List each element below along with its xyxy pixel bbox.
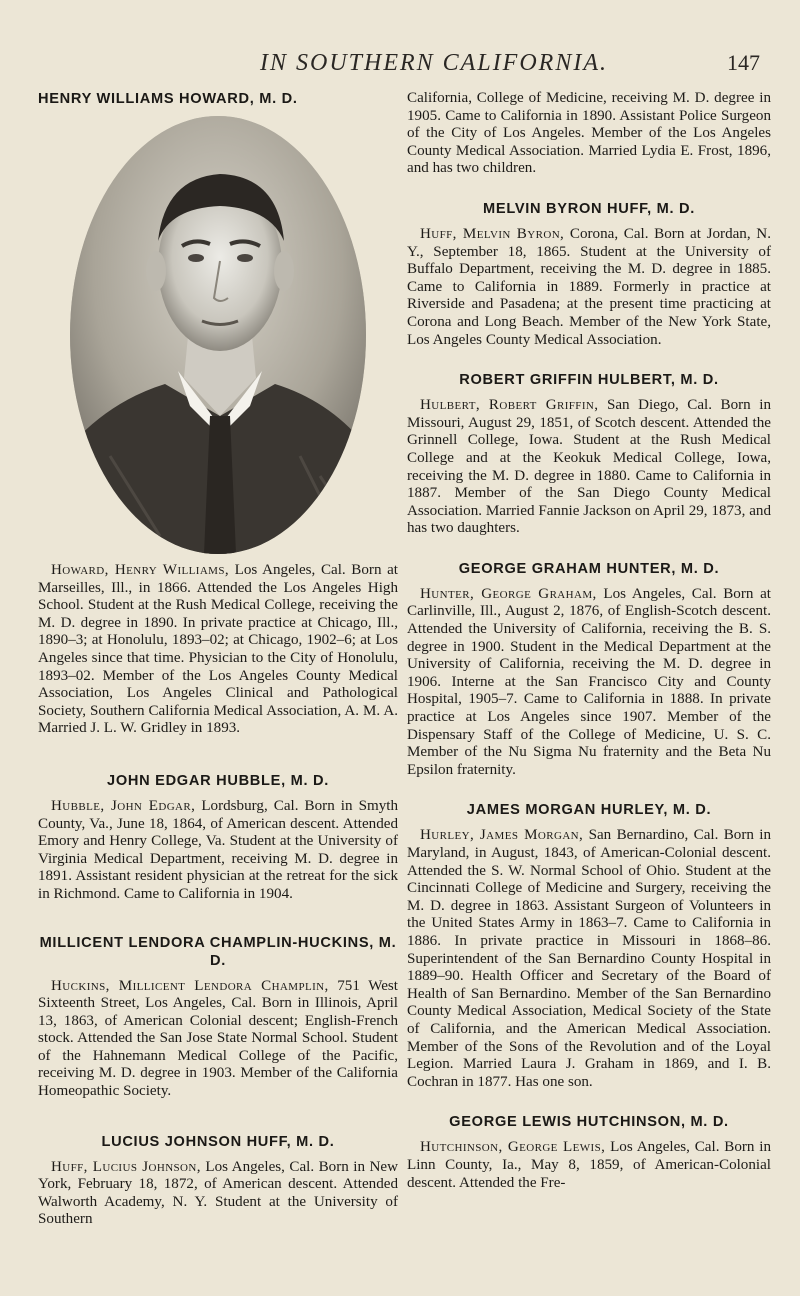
running-head — [0, 50, 800, 80]
entry-body: California, College of Medicine, receiving M. D. degree in 1905. Came to California in 1890. Assistant Police Surgeon of the City of Los Angeles. Member of the Los Angeles County Medical Association. Married Lydia E. Frost, 1896, and has two children. — [407, 90, 771, 177]
page-number: 147 — [727, 50, 760, 75]
entry-heading: ROBERT GRIFFIN HULBERT, M. D. — [459, 372, 719, 389]
biography-entry — [407, 560, 771, 780]
entry-body: Lordsburg, Cal. Born in Smyth County, Va., June 18, 1864, of American descent. Attended Emory and Henry College, Va. Student at the University of Virginia Medical Department, receiving M. D. degree in 1891. Assistant resident physician at the retreat for the sick in Richmond. Came to California in 1904. — [38, 797, 398, 902]
entry-name: Hunter, George Graham, — [420, 585, 597, 602]
portrait-image — [70, 116, 366, 554]
entry-body: Los Angeles, Cal. Born at Carlinville, Ill., August 2, 1876, of English-Scotch descent. Attended the University of California, receiving the B. S. degree in 1900. Student in the Medical Department at the University of California, receiving the M. D. degree in 1906. Interne at the San Francisco City and County Hospital, 1905–7. Came to California in 1888. In private practice at Los Angeles since 1907. Member of the Dispensary Staff of the College of Medicine, U. S. C. Member of the Nu Sigma Nu fraternity and the Beta Nu Epsilon fraternity. — [407, 585, 771, 778]
entry-name: Huckins, Millicent Lendora Champlin, — [51, 977, 329, 994]
entry-heading: HENRY WILLIAMS HOWARD, M. D. — [38, 91, 298, 107]
entry-text — [407, 226, 771, 349]
biography-entry — [407, 801, 771, 1091]
entry-text — [38, 562, 398, 738]
entry-text — [407, 827, 771, 1091]
entry-heading: MILLICENT LENDORA CHAMPLIN-HUCKINS, M. D. — [39, 934, 397, 969]
entry-text — [407, 397, 771, 538]
entry-text — [407, 1139, 771, 1192]
entry-heading: JOHN EDGAR HUBBLE, M. D. — [107, 772, 329, 789]
entry-body: San Diego, Cal. Born in Missouri, August 29, 1851, of Scotch descent. Attended the Grinnell College, Iowa. Student at the Rush Medical College and at the Keokuk Medical College, Iowa, receiving the M. D. degree in 1880. Came to California in 1887. Member of the San Diego County Medical Association. Married Fannie Jackson on April 29, 1873, and has two daughters. — [407, 397, 771, 537]
biography-entry — [407, 1113, 771, 1192]
biography-entry — [407, 371, 771, 538]
entry-body: Los Angeles, Cal. Born at Marseilles, Ill., in 1866. Attended the Los Angeles High School. Student at the Rush Medical College, receiving the M. D. degree in 1890. In private practice at Chicago, Ill., 1890–3; at Honolulu, 1893–02; at Chicago, 1902–6; at Los Angeles since that time. Physician to the City of Honolulu, 1893–02. Member of the Los Angeles County Medical Association, Los Angeles Clinical and Pathological Society, Southern California Medical Association, A. M. A. Married J. L. W. Gridley in 1893. — [38, 562, 398, 737]
biography-entry — [407, 200, 771, 349]
entry-text — [407, 586, 771, 780]
biography-entry-continued — [407, 90, 771, 178]
entry-body: Corona, Cal. Born at Jordan, N. Y., September 18, 1865. Student at the University of Buffalo Department, receiving the M. D. degree in 1885. Came to California in 1889. Formerly in practice at Riverside and Pasadena; at the present time practicing at Corona and Long Beach. Member of the New York State, Los Angeles County Medical Association. — [407, 225, 771, 348]
entry-body: San Bernardino, Cal. Born in Maryland, in August, 1843, of American-Colonial descent. Attended the S. W. Normal School of Ohio. Student at the Cincinnati College of Medicine and Surgery, receiving the M. D. degree in 1863. Assistant Surgeon of Volunteers in the United States Army in 1863–7. Came to California in 1886. In private practice in Missouri in 1868–86. Superintendent of the San Bernardino County Hospital in 1889–90. Health Officer and Secretary of the Board of Health of San Bernardino. Member of the San Bernardino County Medical Association, Medical Society of the State of California, and the American Medical Association. Member of the Sons of the Revolution and of the Loyal Legion. Married Laura J. Graham in 1869, and I. B. Cochran in 1877. Has one son. — [407, 827, 772, 1090]
left-column — [38, 90, 398, 1229]
entry-name: Hurley, James Morgan, — [420, 827, 584, 844]
biography-entry — [38, 772, 398, 904]
right-column — [407, 90, 771, 1192]
entry-heading: GEORGE GRAHAM HUNTER, M. D. — [458, 560, 720, 577]
portrait-photo — [70, 116, 366, 554]
entry-text — [38, 798, 398, 904]
entry-heading: MELVIN BYRON HUFF, M. D. — [483, 200, 695, 217]
entry-text — [38, 1159, 398, 1229]
entry-text — [38, 978, 398, 1101]
entry-name: Howard, Henry Williams, — [51, 562, 230, 578]
entry-name: Huff, Lucius Johnson, — [51, 1158, 201, 1175]
entry-heading: LUCIUS JOHNSON HUFF, M. D. — [101, 1133, 335, 1150]
entry-body: 751 West Sixteenth Street, Los Angeles, Cal. Born in Illinois, April 13, 1863, of American Colonial descent; English-French stock. Attended the San Jose State Normal School. Student of the Hahnemann Medical College of the Pacific, receiving M. D. degree in 1903. Member of the California Homeopathic Society. — [38, 977, 398, 1100]
entry-body: Los Angeles, Cal. Born in New York, February 18, 1872, of American descent. Attended Walworth Academy, N. Y. Student at the University of Southern — [38, 1158, 398, 1228]
entry-name: Huff, Melvin Byron, — [420, 225, 565, 242]
biography-entry — [38, 90, 398, 738]
entry-name: Hubble, John Edgar, — [51, 797, 196, 814]
biography-entry — [38, 1133, 398, 1229]
running-title: IN SOUTHERN CALIFORNIA. — [260, 50, 608, 76]
entry-body: Los Angeles, Cal. Born in Linn County, Ia., May 8, 1859, of American-Colonial descent. Attended the Fre- — [407, 1139, 771, 1191]
entry-text — [407, 90, 771, 178]
biography-entry — [38, 934, 398, 1101]
entry-heading: GEORGE LEWIS HUTCHINSON, M. D. — [449, 1114, 729, 1131]
entry-heading: JAMES MORGAN HURLEY, M. D. — [466, 802, 712, 819]
entry-name: Hulbert, Robert Griffin, — [420, 397, 599, 414]
entry-name: Hutchinson, George Lewis, — [420, 1139, 606, 1156]
